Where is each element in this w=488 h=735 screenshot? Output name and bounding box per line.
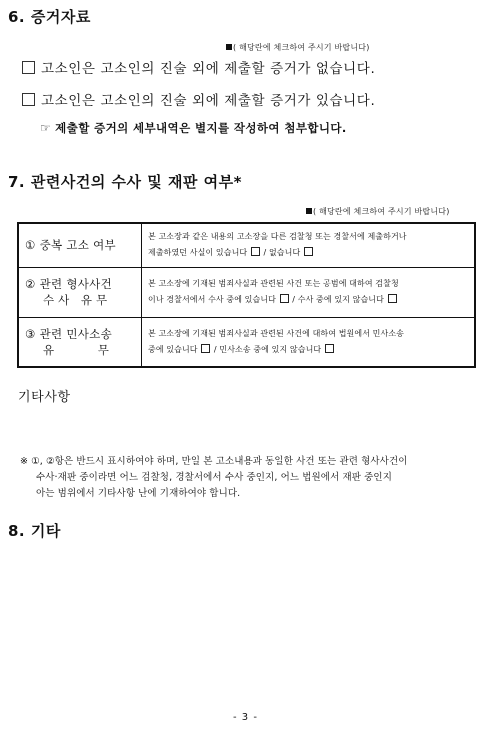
section6-note	[226, 42, 370, 53]
note-square-icon	[226, 44, 232, 50]
row-label	[18, 267, 142, 317]
evidence-option-none[interactable]	[22, 57, 375, 77]
option-no-label: / 없습니다	[260, 248, 301, 258]
checkbox[interactable]	[22, 61, 35, 74]
evidence-option-exists[interactable]	[22, 89, 375, 109]
section6-heading: 6. 증거자료	[8, 8, 91, 26]
row-desc-line2	[148, 292, 468, 308]
row-desc-line2	[148, 245, 468, 261]
option-yes-label: 이나 경찰서에서 수사 중에 있습니다	[148, 295, 276, 304]
row-desc-line1: 본 고소장과 같은 내용의 고소장을 다른 검찰청 또는 경찰서에 제출하거나	[148, 232, 407, 242]
pointing-hand-icon: ☞	[40, 121, 52, 135]
checkbox[interactable]	[22, 93, 35, 106]
checkbox-yes[interactable]	[280, 294, 289, 303]
row-description	[142, 317, 476, 367]
row-label-line1: ③ 관련 민사소송	[25, 326, 112, 341]
etc-label: 기타사항	[18, 390, 71, 405]
row-label-line2: 수사 유무	[43, 293, 112, 307]
option-no-label: / 수사 중에 있지 않습니다	[289, 295, 384, 304]
evidence-instruction-text: 제출할 증거의 세부내역은 별지를 작성하여 첨부합니다.	[55, 121, 347, 135]
remark-line2: 수사·재판 중이라면 어느 검찰청, 경찰서에서 수사 중인지, 어느 법원에서 재판 중인지	[36, 472, 392, 483]
remark-line3: 아는 범위에서 기타사항 난에 기재하여야 합니다.	[36, 488, 241, 499]
remark-line1: ※ ①, ②항은 반드시 표시하여야 하며, 만일 본 고소내용과 동일한 사건 또는 관련 형사사건이	[20, 456, 408, 467]
row-desc-line1: 본 고소장에 기재된 범죄사실과 관련된 사건에 대하여 법원에서 민사소송	[148, 328, 404, 338]
table-row	[18, 267, 475, 317]
checkbox-no[interactable]	[388, 294, 397, 303]
table-row	[18, 223, 475, 267]
checkbox-yes[interactable]	[201, 344, 210, 353]
row-label	[18, 317, 142, 367]
section7-note	[306, 206, 450, 217]
table-row	[18, 317, 475, 367]
checkbox-no[interactable]	[304, 247, 313, 256]
evidence-option-none-label: 고소인은 고소인의 진술 외에 제출할 증거가 없습니다.	[41, 61, 376, 77]
row-description	[142, 223, 476, 267]
row-desc-line2	[148, 342, 468, 358]
section7-note-text: ( 해당란에 체크하여 주시기 바랍니다)	[313, 207, 450, 216]
option-yes-label: 제출하였던 사실이 있습니다	[148, 248, 248, 258]
checkbox-yes[interactable]	[251, 247, 260, 256]
row-label	[18, 223, 142, 267]
evidence-instruction	[40, 120, 347, 136]
checkbox-no[interactable]	[325, 344, 334, 353]
remark	[20, 454, 482, 502]
section7-heading: 7. 관련사건의 수사 및 재판 여부*	[8, 173, 242, 191]
related-cases-table	[17, 222, 476, 368]
row-label-line1: ② 관련 형사사건	[25, 277, 112, 291]
evidence-option-exists-label: 고소인은 고소인의 진술 외에 제출할 증거가 있습니다.	[41, 93, 376, 109]
row-description	[142, 267, 476, 317]
section8-heading: 8. 기타	[8, 522, 61, 540]
page-number: - 3 -	[233, 712, 258, 723]
section6-note-text: ( 해당란에 체크하여 주시기 바랍니다)	[233, 43, 370, 52]
note-square-icon	[306, 208, 312, 214]
option-yes-label: 중에 있습니다	[148, 344, 198, 354]
option-no-label: / 민사소송 중에 있지 않습니다	[211, 344, 322, 354]
row-label-line2: 유 무	[43, 342, 129, 357]
row-desc-line1: 본 고소장에 기재된 범죄사실과 관련된 사건 또는 공범에 대하여 검찰청	[148, 279, 399, 288]
row-label-line1: ① 중복 고소 여부	[25, 238, 116, 253]
